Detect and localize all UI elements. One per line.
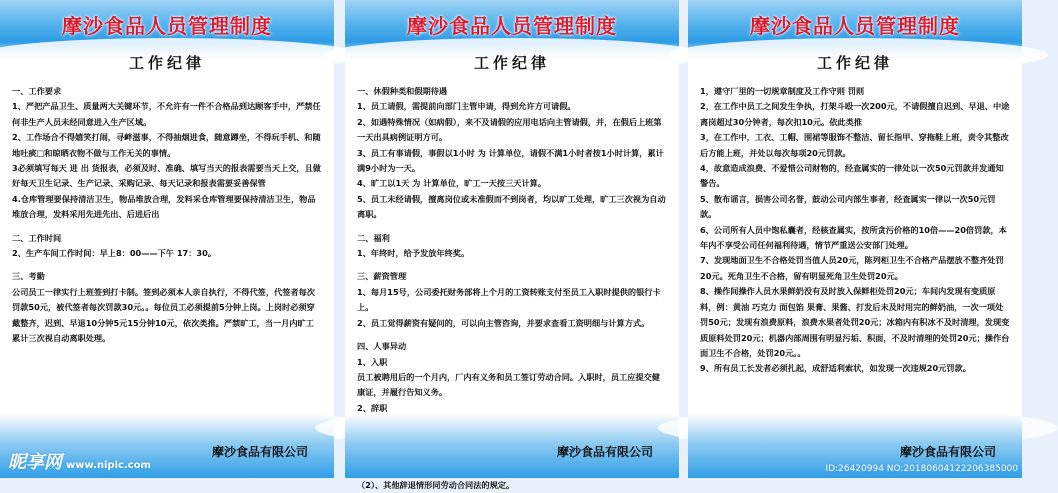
company-name: 摩沙食品有限公司 — [211, 445, 308, 459]
board-subtitle: 工作纪律 — [473, 54, 550, 72]
regulation-line: 三、考勤 — [12, 271, 45, 282]
regulation-line: 1、年终时，给予发放年终奖。 — [357, 248, 470, 259]
regulation-line: 2、工作场合不得嬉笑打闹，寻衅滋事，不得抽烟进食，随意蹲坐，不得玩手机、和随地吐痰□和晾晒衣物不做与工作无关的事情。 — [12, 132, 321, 158]
watermark-brand: 昵享网 — [8, 452, 62, 473]
regulation-line: 8、操作间操作人员水果鲜奶没有及时放入保鲜柜处罚20元；车间内发现有变质原料，例：黄油 巧克力 面包馅 果膏、果酱、打发后未及时用完的鲜奶油，一次一项处罚50元；发现有浪费原料，浪费水果者处罚20元；冰箱内有积冰不及时清理，发现变质原料处罚20元；机器内部周围有明显污垢、积面，不及时清理的处罚20元；操作台面卫生不合格，处罚20元。。 — [700, 286, 1010, 358]
regulation-line: 2、如遇特殊情况（如病假），来不及请假的应用电话向主管请假，并，在假后上班第一天出具病例证明方可。 — [357, 116, 662, 143]
regulation-line: 二、工作时间 — [12, 232, 62, 243]
watermark-url: www.nipic.com — [66, 460, 151, 471]
board-title: 摩沙食品人员管理制度 — [62, 14, 272, 38]
regulation-line: 2、生产车间工作时间：早上8：00——下午 17：30。 — [12, 248, 216, 259]
regulation-line: 公司员工一律实行上班签到打卡制。签到必须本人亲自执行，不得代签，代签者每次罚款50元，被代签者每次罚款30元。。每位员工必须提前5分钟上岗。上岗时必须穿戴整齐，迟到、早退10分钟5元15分钟10元，依次类推。严禁旷工，当一月内旷工累计三次视自动离职处理。 — [12, 286, 315, 344]
board-title: 摩沙食品人员管理制度 — [750, 14, 960, 38]
regulation-line: 4、旷工以1天 为 计算单位，旷工一天按三天计算。 — [357, 178, 547, 189]
regulation-line: 一、工作要求 — [12, 86, 62, 96]
regulation-line: （2）、其他辞退情形同劳动合同法的规定。 — [357, 479, 515, 490]
regulation-line: 7、发现地面卫生不合格处罚当值人员20元，陈列柜卫生不合格产品摆放不整齐处罚20元。死角卫生不合格，留有明显死角卫生处罚20元。 — [700, 255, 1004, 281]
board-body — [12, 84, 322, 347]
regulation-line: 二、福利 — [357, 232, 390, 243]
watermark-id: ID:26420994 NO:20180604122206385000 — [825, 464, 1018, 474]
regulation-line: 3、员工有事请假，事假以1小时 为 计算单位，请假不满1小时者按1小时计算，累计满9小时为一天。 — [357, 147, 664, 174]
company-name: 摩沙食品有限公司 — [556, 445, 653, 459]
board-subtitle: 工作纪律 — [128, 54, 205, 72]
board-subtitle: 工作纪律 — [816, 54, 893, 72]
paragraph-gap — [12, 223, 322, 231]
regulation-line: 2，在工作中员工之间发生争执，打架斗殴一次200元，不请假擅自迟到、早退、中途离岗超过30分钟者，每次扣10元。依此类推 — [700, 101, 1010, 127]
regulation-line: 9、所有员工长发者必须扎起，成舒适利索状，如发现一次违规20元罚款。 — [700, 363, 971, 374]
paragraph-gap — [12, 261, 322, 269]
regulation-line: 四、人事异动 — [357, 341, 407, 352]
regulation-line: 6、公司所有人员中饱私囊者，经核查属实，按所贪污价格的10倍——20倍罚款，本年内不享受公司任何福利待遇，情节严重送公安部门处理。 — [700, 224, 1007, 251]
regulation-board-3 — [688, 0, 1022, 478]
regulation-line: 3必须填写每天 进 出 货报表，必须及时、准确、填写当天的报表需要当天上交，且做好每天卫生记录、生产记录、采购记录、每天记录和报表需要妥善保管 — [12, 163, 321, 189]
regulation-line: 1、入职 — [357, 356, 388, 367]
paragraph-gap — [357, 331, 667, 339]
board-body — [700, 84, 1010, 377]
regulation-line: 1、员工请假，需提前向部门主管申请，得到允许方可请假。 — [357, 101, 576, 112]
regulation-line: 三、薪资管理 — [357, 271, 407, 282]
company-name: 摩沙食品有限公司 — [899, 445, 996, 459]
regulation-line: 1、严把产品卫生、质量两大关键环节，不允许有一件不合格品到达顾客手中，严禁任何非生产人员未经同意进入生产区域。 — [12, 101, 321, 127]
regulation-line: 一、休假种类和假期待遇 — [357, 86, 448, 96]
paragraph-gap — [357, 223, 667, 231]
regulation-line: 员工被聘用后的一个月内，厂内有义务和员工签订劳动合同。入职时，员工应提交健康证，并履行告知义务。 — [357, 371, 660, 398]
regulation-line: 1、每月15号，公司委托财务部将上个月的工资转账支付至员工入职时提供的银行卡上。 — [357, 286, 661, 313]
regulation-board-2 — [345, 0, 679, 490]
board-title: 摩沙食品人员管理制度 — [407, 14, 617, 38]
paragraph-gap — [357, 261, 667, 269]
regulation-line: 1，遵守厂里的一切规章制度及工作守则 罚则 — [700, 86, 865, 96]
regulation-line: 2、员工觉得薪资有疑问的，可以向主管咨询，并要求查看工资明细与计算方式。 — [357, 317, 650, 328]
regulation-line: 2、辞职 — [357, 402, 388, 413]
watermark-logo — [8, 448, 151, 474]
regulation-line: 4.仓库管理要保持清洁卫生，物品堆放合理，发料采仓库管理要保持清洁卫生，物品堆放合理，发料采用先进先出、后进后出 — [12, 193, 316, 220]
regulation-line: 3，在工作中，工衣、工帽、围裙等服饰不整洁、留长指甲、穿拖鞋上班，责令其整改后方能上班，并处以每次每项20元罚款。 — [700, 132, 1009, 158]
regulation-line: 4，故意造成浪费、不爱惜公司财物的，经查属实的一律处以一次50元罚款并发通知警告。 — [700, 163, 1004, 189]
regulation-board-1 — [0, 0, 334, 478]
regulation-line: 5、散布谣言，损害公司名誉，鼓动公司内部生事者，经查属实一律以一次50元罚款。 — [700, 193, 996, 220]
regulation-line: 5、员工未经请假，擅离岗位或未准假而不到岗者，均以旷工处理，旷工三次视为自动离职。 — [357, 193, 666, 220]
